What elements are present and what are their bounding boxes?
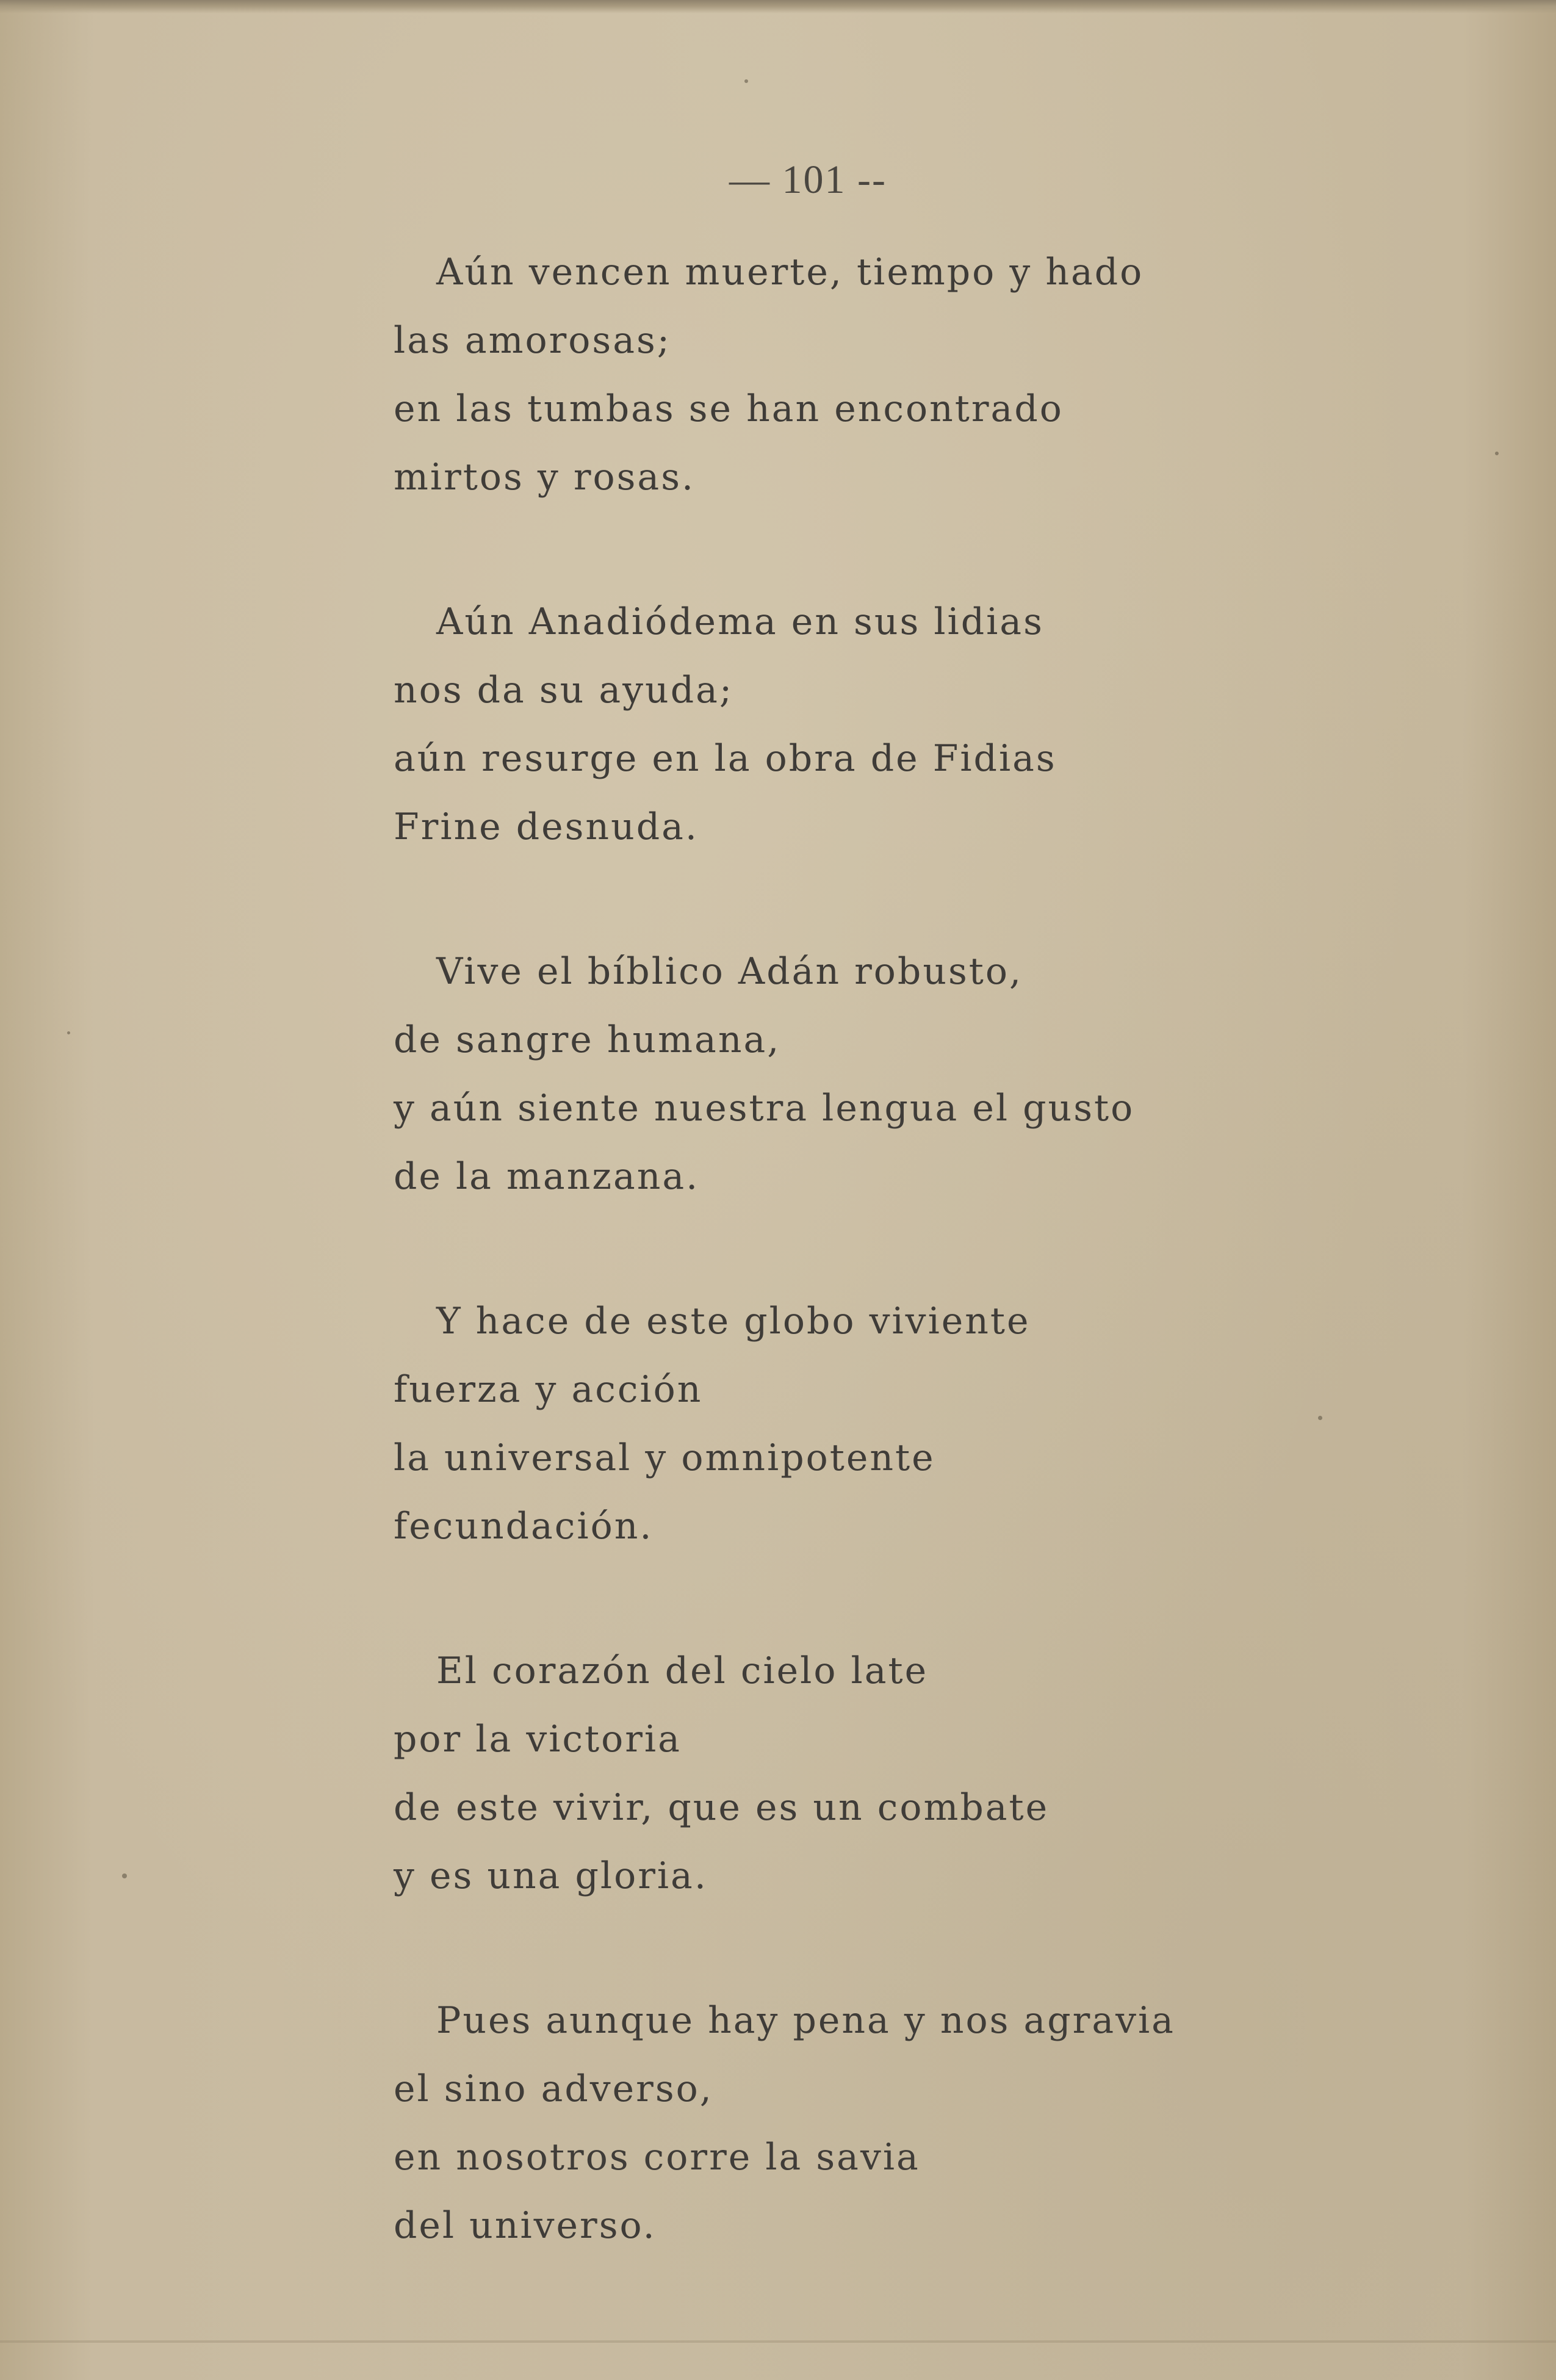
poem-line: del universo. bbox=[394, 2204, 657, 2247]
paper-speck bbox=[744, 79, 748, 83]
poem-line: de este vivir, que es un combate bbox=[394, 1786, 1050, 1829]
poem-line: Y hace de este globo viviente bbox=[436, 1300, 1031, 1343]
poem-line: fecundación. bbox=[394, 1505, 654, 1548]
page-bottom-crease bbox=[0, 2340, 1556, 2343]
poem-line: en las tumbas se han encontrado bbox=[394, 388, 1064, 430]
poem-line: El corazón del cielo late bbox=[436, 1650, 929, 1692]
paper-speck bbox=[1495, 452, 1499, 455]
page-top-edge bbox=[0, 0, 1556, 13]
poem-line: Aún vencen muerte, tiempo y hado bbox=[436, 251, 1144, 294]
poem-line: fuerza y acción bbox=[394, 1368, 703, 1411]
stanza-2 bbox=[394, 588, 1431, 861]
poem-line: Vive el bíblico Adán robusto, bbox=[436, 950, 1023, 993]
poem-line: las amorosas; bbox=[394, 319, 671, 362]
paper-speck bbox=[67, 1031, 70, 1034]
poem-line: Aún Anadiódema en sus lidias bbox=[436, 600, 1044, 643]
paper-speck bbox=[122, 1873, 127, 1878]
stanza-3 bbox=[394, 937, 1431, 1211]
paper-speck bbox=[1318, 1416, 1322, 1420]
stanza-6 bbox=[394, 1986, 1431, 2260]
poem bbox=[394, 238, 1431, 2336]
poem-line: Frine desnuda. bbox=[394, 806, 699, 848]
page-number: — 101 -- bbox=[729, 157, 887, 202]
poem-line: y aún siente nuestra lengua el gusto bbox=[394, 1087, 1135, 1130]
poem-line: la universal y omnipotente bbox=[394, 1437, 935, 1479]
stanza-1 bbox=[394, 238, 1431, 511]
poem-line: mirtos y rosas. bbox=[394, 456, 696, 499]
poem-line: de la manzana. bbox=[394, 1155, 700, 1198]
poem-line: Pues aunque hay pena y nos agravia bbox=[436, 1999, 1175, 2042]
poem-line: y es una gloria. bbox=[394, 1855, 708, 1897]
poem-line: en nosotros corre la savia bbox=[394, 2136, 920, 2179]
poem-line: nos da su ayuda; bbox=[394, 669, 734, 712]
poem-line: el sino adverso, bbox=[394, 2068, 713, 2110]
stanza-4 bbox=[394, 1287, 1431, 1560]
poem-line: por la victoria bbox=[394, 1718, 682, 1761]
poem-line: de sangre humana, bbox=[394, 1019, 781, 1061]
stanza-5 bbox=[394, 1637, 1431, 1910]
poem-line: aún resurge en la obra de Fidias bbox=[394, 737, 1057, 780]
